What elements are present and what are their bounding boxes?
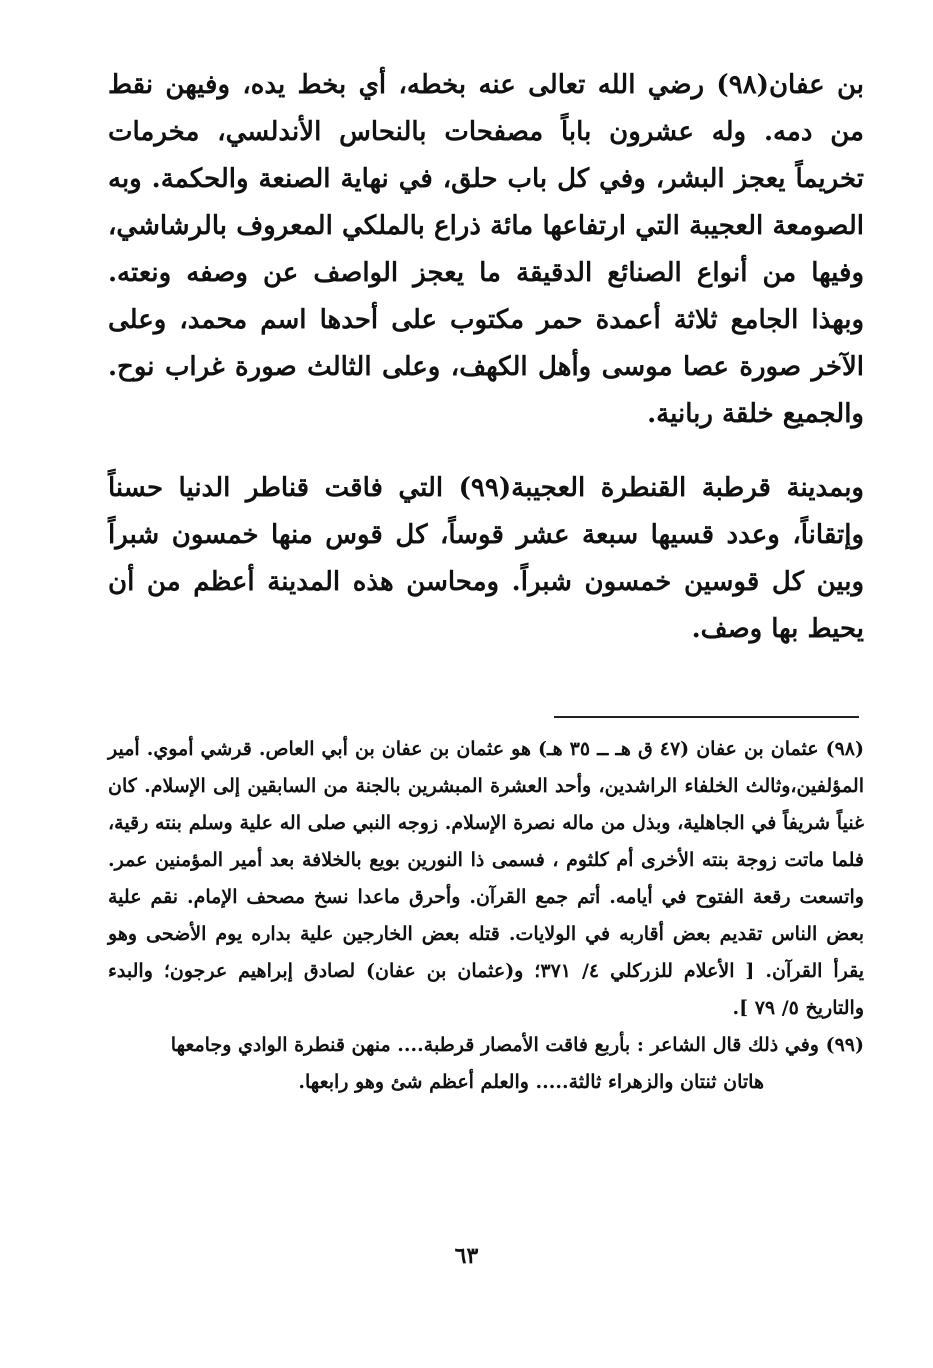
paragraph-1: بن عفان(٩٨) رضي الله تعالى عنه بخطه، أي بخط يده، وفيهن نقط من دمه. وله عشرون باباً مصفحات بالنحاس الأندلسي، مخرمات تخريماً يعجز البشر، وفي كل باب حلق، في نهاية الصنعة والحكمة. وبه الصومعة العجيبة التي ارتفاعها مائة ذراع بالملكي المعروف بالرشاشي، وفيها من أنواع الصنائع الدقيقة ما يعجز الواصف عن وصفه ونعته. وبهذا الجامع ثلاثة أعمدة حمر مكتوب على أحدها اسم محمد، وعلى الآخر صورة عصا موسى وأهل الكهف، وعلى الثالث صورة غراب نوح. والجميع خلقة ربانية.: [108, 70, 864, 429]
page-number: ٦٣: [454, 1243, 479, 1269]
footnote-99-line-2: هاتان ثنتان والزهراء ثالثة..... والعلم أعظم شئ وهو رابعها.: [298, 1071, 764, 1093]
footnote-99-line-1: (٩٩) وفي ذلك قال الشاعر : بأربع فاقت الأمصار قرطبة.... منهن قنطرة الوادي وجامعها: [170, 1034, 864, 1056]
footnotes: [108, 731, 864, 1101]
footnote-separator: [554, 716, 859, 718]
paragraph-2: وبمدينة قرطبة القنطرة العجيبة(٩٩) التي فاقت قناطر الدنيا حسناً وإتقاناً، وعدد قسيها سبعة عشر قوساً، كل قوس منها خمسون شبراً وبين كل قوسين خمسون شبراً. ومحاسن هذه المدينة أعظم من أن يحيط بها وصف.: [108, 473, 864, 644]
main-text: [108, 62, 864, 653]
footnote-98: (٩٨) عثمان بن عفان (٤٧ ق هـ ــ ٣٥ هـ) هو عثمان بن عفان بن أبي العاص. قرشي أموي. أمير المؤلفين،وثالث الخلفاء الراشدين، وأحد العشرة المبشرين بالجنة من السابقين إلى الإسلام. كان غنياً شريفاً في الجاهلية، وبذل من ماله نصرة الإسلام. زوجه النبي صلى اله علية وسلم بنته رقية، فلما ماتت زوجة بنته الأخرى أم كلثوم ، فسمى ذا النورين بويع بالخلافة بعد أمير المؤمنين عمر. واتسعت رقعة الفتوح في أيامه. أتم جمع القرآن. وأحرق ماعدا نسخ مصحف الإمام. نقم علية بعض الناس تقديم بعض أقاربه في الولايات. قتله بعض الخارجين علية بداره يوم الأضحى وهو يقرأ القرآن. [ الأعلام للزركلي ٤/ ٣٧١؛ و(عثمان بن عفان) لصادق إبراهيم عرجون؛ والبدء والتاريخ ٥/ ٧٩ ].: [108, 738, 865, 1019]
